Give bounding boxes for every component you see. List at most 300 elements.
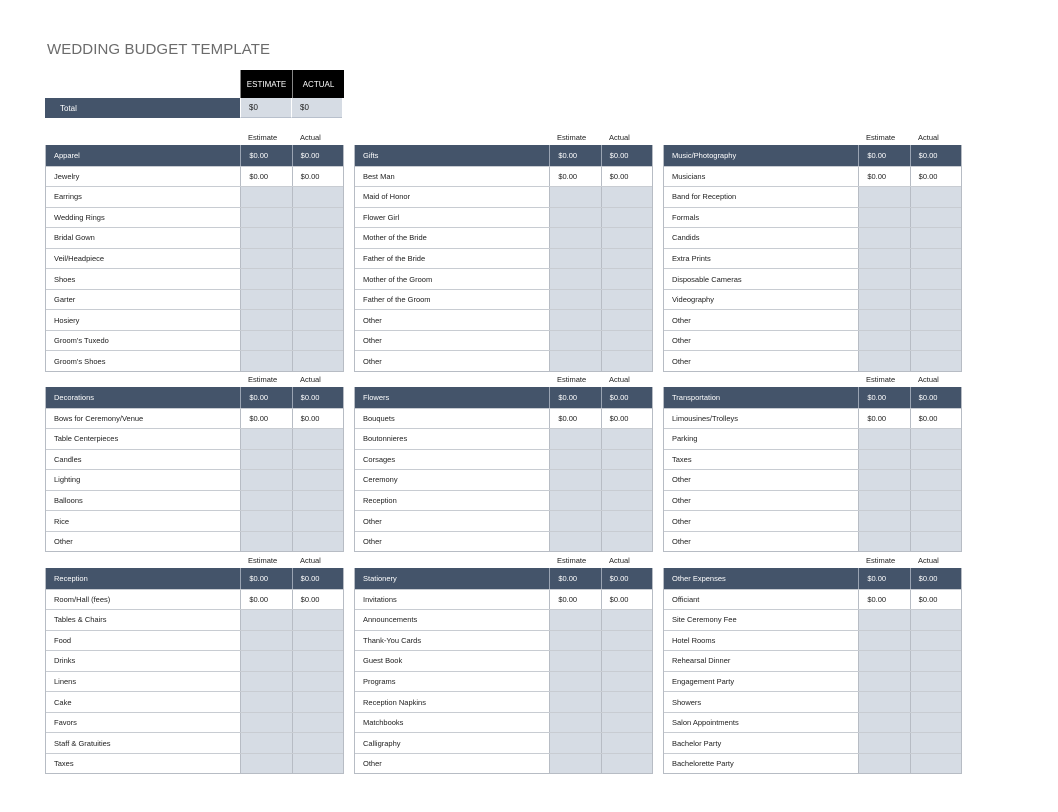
section-estimate-total[interactable]: $0.00 [858, 145, 909, 166]
item-actual[interactable]: $0.00 [910, 409, 961, 429]
item-label[interactable]: Officiant [672, 594, 700, 604]
item-estimate[interactable] [549, 672, 600, 692]
table-row [355, 408, 652, 429]
item-estimate[interactable] [549, 228, 600, 248]
item-estimate[interactable] [858, 692, 909, 712]
item-estimate[interactable] [549, 692, 600, 712]
item-label[interactable]: Ceremony [363, 475, 398, 485]
item-actual[interactable]: $0.00 [910, 167, 961, 187]
item-actual[interactable] [910, 429, 961, 449]
section-name[interactable]: Decorations [54, 392, 95, 402]
item-estimate[interactable]: $0.00 [240, 167, 291, 187]
table-row [46, 166, 343, 187]
item-actual[interactable]: $0.00 [292, 409, 343, 429]
item-estimate[interactable] [549, 269, 600, 289]
section-actual-total[interactable]: $0.00 [292, 387, 343, 408]
item-estimate[interactable] [240, 511, 291, 531]
item-label[interactable]: Other [672, 475, 691, 485]
item-estimate[interactable]: $0.00 [858, 409, 909, 429]
table-row [664, 166, 961, 187]
item-label[interactable]: Videography [672, 295, 714, 305]
item-estimate[interactable] [240, 491, 291, 511]
item-actual[interactable] [292, 187, 343, 207]
item-estimate[interactable] [240, 692, 291, 712]
item-label[interactable]: Taxes [54, 759, 74, 769]
section-name[interactable]: Reception [54, 573, 88, 583]
section-header-row [355, 568, 652, 589]
item-estimate[interactable] [858, 187, 909, 207]
item-estimate[interactable] [549, 713, 600, 733]
item-actual[interactable] [292, 733, 343, 753]
item-estimate[interactable] [240, 733, 291, 753]
item-label[interactable]: Food [54, 635, 72, 645]
item-label[interactable]: Balloons [54, 495, 83, 505]
item-actual[interactable] [292, 290, 343, 310]
item-estimate[interactable] [240, 290, 291, 310]
item-actual[interactable] [910, 532, 961, 552]
item-label[interactable]: Mother of the Bride [363, 233, 427, 243]
item-label[interactable]: Other [672, 336, 691, 346]
section-transportation [663, 370, 962, 552]
item-actual[interactable] [292, 269, 343, 289]
item-actual[interactable] [292, 249, 343, 269]
item-label[interactable]: Bachelorette Party [672, 759, 734, 769]
section-reception [45, 551, 344, 774]
item-actual[interactable] [292, 470, 343, 490]
item-label[interactable]: Table Centerpieces [54, 434, 119, 444]
item-estimate[interactable] [549, 470, 600, 490]
item-label[interactable]: Other [672, 495, 691, 505]
item-actual[interactable] [292, 491, 343, 511]
item-estimate[interactable] [858, 290, 909, 310]
item-estimate[interactable] [240, 532, 291, 552]
item-label[interactable]: Linens [54, 676, 77, 686]
item-estimate[interactable] [858, 429, 909, 449]
section-actual-total[interactable]: $0.00 [292, 145, 343, 166]
item-actual[interactable] [910, 713, 961, 733]
section-name[interactable]: Flowers [363, 392, 390, 402]
item-actual[interactable] [601, 631, 652, 651]
item-actual[interactable] [910, 651, 961, 671]
section-table [663, 387, 962, 552]
item-actual[interactable] [601, 310, 652, 330]
item-label[interactable]: Father of the Groom [363, 295, 431, 305]
table-row [46, 227, 343, 248]
item-label[interactable]: Staff & Gratuities [54, 738, 111, 748]
item-actual[interactable] [292, 754, 343, 774]
item-label[interactable]: Best Man [363, 171, 395, 181]
item-label[interactable]: Guest Book [363, 656, 403, 666]
item-label[interactable]: Formals [672, 212, 700, 222]
item-estimate[interactable] [240, 713, 291, 733]
section-estimate-total[interactable]: $0.00 [858, 387, 909, 408]
item-label[interactable]: Reception [363, 495, 397, 505]
item-label[interactable]: Groom's Shoes [54, 356, 106, 366]
item-estimate[interactable] [549, 310, 600, 330]
item-estimate[interactable] [240, 187, 291, 207]
table-row [664, 671, 961, 692]
item-estimate[interactable] [858, 532, 909, 552]
item-actual[interactable] [292, 310, 343, 330]
item-actual[interactable]: $0.00 [601, 409, 652, 429]
item-actual[interactable] [910, 290, 961, 310]
item-actual[interactable] [292, 208, 343, 228]
item-label[interactable]: Salon Appointments [672, 718, 739, 728]
item-actual[interactable] [910, 754, 961, 774]
item-estimate[interactable] [858, 610, 909, 630]
item-actual[interactable] [910, 692, 961, 712]
item-actual[interactable] [910, 631, 961, 651]
item-label[interactable]: Engagement Party [672, 676, 735, 686]
table-row [46, 691, 343, 712]
section-gifts [354, 128, 653, 372]
item-estimate[interactable] [549, 290, 600, 310]
table-row [46, 449, 343, 470]
item-estimate[interactable] [858, 331, 909, 351]
item-estimate[interactable] [858, 672, 909, 692]
item-estimate[interactable] [549, 532, 600, 552]
item-label[interactable]: Garter [54, 295, 76, 305]
section-header-row [664, 387, 961, 408]
section-estimate-total[interactable]: $0.00 [240, 145, 291, 166]
item-estimate[interactable] [240, 331, 291, 351]
item-label[interactable]: Drinks [54, 656, 76, 666]
item-actual[interactable] [601, 532, 652, 552]
item-label[interactable]: Tables & Chairs [54, 615, 107, 625]
item-actual[interactable] [601, 351, 652, 371]
item-estimate[interactable] [858, 713, 909, 733]
item-estimate[interactable] [240, 228, 291, 248]
item-label[interactable]: Thank-You Cards [363, 635, 422, 645]
item-estimate[interactable] [240, 651, 291, 671]
item-actual[interactable] [601, 651, 652, 671]
item-actual[interactable] [910, 733, 961, 753]
item-actual[interactable] [292, 672, 343, 692]
item-estimate[interactable] [549, 733, 600, 753]
item-label[interactable]: Other [363, 315, 382, 325]
item-actual[interactable] [910, 208, 961, 228]
item-estimate[interactable]: $0.00 [858, 590, 909, 610]
item-estimate[interactable] [858, 228, 909, 248]
item-label[interactable]: Cake [54, 697, 72, 707]
summary-actual-header[interactable]: ACTUAL [292, 70, 344, 98]
item-label[interactable]: Father of the Bride [363, 253, 426, 263]
item-label[interactable]: Bridal Gown [54, 233, 95, 243]
item-actual[interactable] [292, 351, 343, 371]
item-label[interactable]: Lighting [54, 475, 81, 485]
section-actual-total[interactable]: $0.00 [601, 568, 652, 589]
item-label[interactable]: Musicians [672, 171, 706, 181]
table-row [664, 186, 961, 207]
item-estimate[interactable] [240, 351, 291, 371]
item-estimate[interactable] [858, 310, 909, 330]
item-estimate[interactable]: $0.00 [240, 409, 291, 429]
item-actual[interactable] [910, 249, 961, 269]
section-column-labels [354, 128, 653, 145]
item-actual[interactable] [910, 491, 961, 511]
item-estimate[interactable] [549, 249, 600, 269]
item-label[interactable]: Other [672, 516, 691, 526]
section-actual-total[interactable]: $0.00 [601, 145, 652, 166]
item-estimate[interactable] [549, 631, 600, 651]
item-actual[interactable] [601, 331, 652, 351]
item-actual[interactable]: $0.00 [292, 167, 343, 187]
item-actual[interactable] [910, 610, 961, 630]
item-label[interactable]: Veil/Headpiece [54, 253, 105, 263]
item-estimate[interactable] [240, 450, 291, 470]
section-estimate-total[interactable]: $0.00 [549, 145, 600, 166]
item-actual[interactable] [292, 331, 343, 351]
item-actual[interactable] [601, 491, 652, 511]
summary-estimate-header[interactable]: ESTIMATE [240, 70, 292, 98]
item-actual[interactable] [601, 269, 652, 289]
item-label[interactable]: Shoes [54, 274, 76, 284]
item-label[interactable]: Boutonnieres [363, 434, 408, 444]
section-actual-total[interactable]: $0.00 [910, 145, 961, 166]
item-actual[interactable] [601, 187, 652, 207]
item-actual[interactable] [292, 532, 343, 552]
item-label[interactable]: Announcements [363, 615, 418, 625]
item-estimate[interactable] [858, 631, 909, 651]
section-estimate-total[interactable]: $0.00 [858, 568, 909, 589]
item-actual[interactable]: $0.00 [601, 590, 652, 610]
item-label[interactable]: Flower Girl [363, 212, 400, 222]
item-actual[interactable] [910, 228, 961, 248]
item-label[interactable]: Reception Napkins [363, 697, 426, 707]
table-row [664, 408, 961, 429]
item-actual[interactable] [601, 228, 652, 248]
item-estimate[interactable] [549, 610, 600, 630]
item-estimate[interactable] [549, 351, 600, 371]
item-estimate[interactable] [858, 733, 909, 753]
section-name[interactable]: Other Expenses [672, 573, 726, 583]
item-actual[interactable] [601, 470, 652, 490]
item-label[interactable]: Other [672, 315, 691, 325]
table-row [664, 350, 961, 371]
item-label[interactable]: Extra Prints [672, 253, 711, 263]
item-actual[interactable] [292, 713, 343, 733]
item-actual[interactable] [292, 429, 343, 449]
section-estimate-total[interactable]: $0.00 [549, 568, 600, 589]
item-estimate[interactable] [240, 672, 291, 692]
item-actual[interactable] [601, 733, 652, 753]
item-estimate[interactable] [858, 269, 909, 289]
item-label[interactable]: Other [672, 356, 691, 366]
item-estimate[interactable]: $0.00 [240, 590, 291, 610]
item-estimate[interactable] [549, 187, 600, 207]
item-label[interactable]: Disposable Cameras [672, 274, 742, 284]
item-label[interactable]: Hotel Rooms [672, 635, 716, 645]
item-estimate[interactable] [549, 429, 600, 449]
item-estimate[interactable]: $0.00 [549, 167, 600, 187]
item-estimate[interactable] [858, 208, 909, 228]
item-label[interactable]: Other [363, 356, 382, 366]
item-actual[interactable] [601, 754, 652, 774]
item-label[interactable]: Earrings [54, 192, 82, 202]
section-name[interactable]: Gifts [363, 150, 379, 160]
item-estimate[interactable] [858, 511, 909, 531]
table-row [355, 712, 652, 733]
item-estimate[interactable] [240, 631, 291, 651]
item-estimate[interactable] [549, 208, 600, 228]
item-label[interactable]: Other [363, 336, 382, 346]
table-row [355, 227, 652, 248]
item-actual[interactable] [601, 290, 652, 310]
item-label[interactable]: Matchbooks [363, 718, 404, 728]
section-header-row [664, 145, 961, 166]
item-label[interactable]: Taxes [672, 454, 692, 464]
item-estimate[interactable] [549, 754, 600, 774]
item-label[interactable]: Limousines/Trolleys [672, 413, 738, 423]
item-actual[interactable]: $0.00 [910, 590, 961, 610]
item-actual[interactable] [910, 450, 961, 470]
item-label[interactable]: Bows for Ceremony/Venue [54, 413, 144, 423]
item-label[interactable]: Candles [54, 454, 82, 464]
item-actual[interactable] [601, 249, 652, 269]
item-label[interactable]: Bouquets [363, 413, 395, 423]
item-actual[interactable] [601, 429, 652, 449]
section-actual-total[interactable]: $0.00 [910, 387, 961, 408]
item-label[interactable]: Other [363, 537, 382, 547]
item-label[interactable]: Showers [672, 697, 702, 707]
item-label[interactable]: Room/Hall (fees) [54, 594, 111, 604]
item-estimate[interactable] [858, 754, 909, 774]
item-actual[interactable] [601, 208, 652, 228]
item-estimate[interactable] [240, 249, 291, 269]
item-label[interactable]: Programs [363, 676, 396, 686]
summary-total-estimate[interactable]: $0 [240, 98, 291, 118]
item-label[interactable]: Calligraphy [363, 738, 401, 748]
item-label[interactable]: Favors [54, 718, 77, 728]
estimate-column-label: Estimate [248, 375, 278, 384]
section-name[interactable]: Stationery [363, 573, 397, 583]
item-estimate[interactable] [240, 310, 291, 330]
item-label[interactable]: Other [363, 516, 382, 526]
item-estimate[interactable]: $0.00 [858, 167, 909, 187]
item-actual[interactable] [910, 511, 961, 531]
section-actual-total[interactable]: $0.00 [910, 568, 961, 589]
estimate-column-label: Estimate [866, 133, 896, 142]
item-label[interactable]: Bachelor Party [672, 738, 722, 748]
item-estimate[interactable] [858, 450, 909, 470]
item-estimate[interactable]: $0.00 [549, 409, 600, 429]
item-actual[interactable] [292, 610, 343, 630]
item-label[interactable]: Site Ceremony Fee [672, 615, 737, 625]
item-actual[interactable] [292, 228, 343, 248]
section-estimate-total[interactable]: $0.00 [549, 387, 600, 408]
item-actual[interactable] [292, 692, 343, 712]
table-row [46, 289, 343, 310]
item-label[interactable]: Wedding Rings [54, 212, 105, 222]
item-estimate[interactable] [858, 651, 909, 671]
item-label[interactable]: Invitations [363, 594, 397, 604]
table-row [355, 650, 652, 671]
actual-column-label: Actual [609, 375, 630, 384]
section-column-labels [45, 370, 344, 387]
item-estimate[interactable] [858, 491, 909, 511]
item-label[interactable]: Parking [672, 434, 698, 444]
item-label[interactable]: Candids [672, 233, 700, 243]
item-actual[interactable] [910, 470, 961, 490]
item-actual[interactable]: $0.00 [601, 167, 652, 187]
item-label[interactable]: Groom's Tuxedo [54, 336, 109, 346]
item-actual[interactable] [601, 610, 652, 630]
section-name[interactable]: Music/Photography [672, 150, 737, 160]
section-flowers [354, 370, 653, 552]
item-estimate[interactable] [858, 249, 909, 269]
item-estimate[interactable] [549, 491, 600, 511]
item-label[interactable]: Other [672, 537, 691, 547]
item-label[interactable]: Rice [54, 516, 70, 526]
section-name[interactable]: Apparel [54, 150, 80, 160]
item-label[interactable]: Other [54, 537, 73, 547]
item-actual[interactable] [910, 310, 961, 330]
estimate-column-label: Estimate [557, 556, 587, 565]
item-actual[interactable] [292, 631, 343, 651]
item-actual[interactable] [601, 692, 652, 712]
item-estimate[interactable] [549, 651, 600, 671]
section-actual-total[interactable]: $0.00 [601, 387, 652, 408]
item-actual[interactable] [910, 331, 961, 351]
item-estimate[interactable] [240, 754, 291, 774]
section-actual-total[interactable]: $0.00 [292, 568, 343, 589]
item-label[interactable]: Maid of Honor [363, 192, 411, 202]
item-label[interactable]: Hosiery [54, 315, 80, 325]
section-estimate-total[interactable]: $0.00 [240, 568, 291, 589]
table-row [46, 330, 343, 351]
item-label[interactable]: Corsages [363, 454, 396, 464]
item-actual[interactable] [601, 511, 652, 531]
item-label[interactable]: Mother of the Groom [363, 274, 433, 284]
item-label[interactable]: Rehearsal Dinner [672, 656, 731, 666]
item-label[interactable]: Band for Reception [672, 192, 737, 202]
item-actual[interactable] [292, 651, 343, 671]
item-estimate[interactable] [240, 470, 291, 490]
item-estimate[interactable] [240, 208, 291, 228]
item-actual[interactable] [910, 351, 961, 371]
item-estimate[interactable] [858, 351, 909, 371]
item-estimate[interactable] [549, 511, 600, 531]
item-estimate[interactable] [858, 470, 909, 490]
item-actual[interactable] [910, 187, 961, 207]
table-row [664, 227, 961, 248]
item-label[interactable]: Jewelry [54, 171, 80, 181]
item-estimate[interactable] [549, 331, 600, 351]
summary-total-actual[interactable]: $0 [291, 98, 342, 118]
summary-total-label[interactable]: Total [45, 98, 240, 118]
section-estimate-total[interactable]: $0.00 [240, 387, 291, 408]
item-estimate[interactable] [240, 269, 291, 289]
item-actual[interactable] [910, 269, 961, 289]
summary-total-row [45, 98, 344, 118]
item-estimate[interactable]: $0.00 [549, 590, 600, 610]
table-row [46, 350, 343, 371]
item-label[interactable]: Other [363, 759, 382, 769]
estimate-column-label: Estimate [248, 556, 278, 565]
item-actual[interactable] [292, 450, 343, 470]
item-actual[interactable] [601, 672, 652, 692]
item-estimate[interactable] [549, 450, 600, 470]
item-estimate[interactable] [240, 429, 291, 449]
item-actual[interactable] [601, 450, 652, 470]
section-name[interactable]: Transportation [672, 392, 721, 402]
item-actual[interactable]: $0.00 [292, 590, 343, 610]
item-estimate[interactable] [240, 610, 291, 630]
item-actual[interactable] [292, 511, 343, 531]
item-actual[interactable] [910, 672, 961, 692]
section-table [354, 568, 653, 774]
item-actual[interactable] [601, 713, 652, 733]
